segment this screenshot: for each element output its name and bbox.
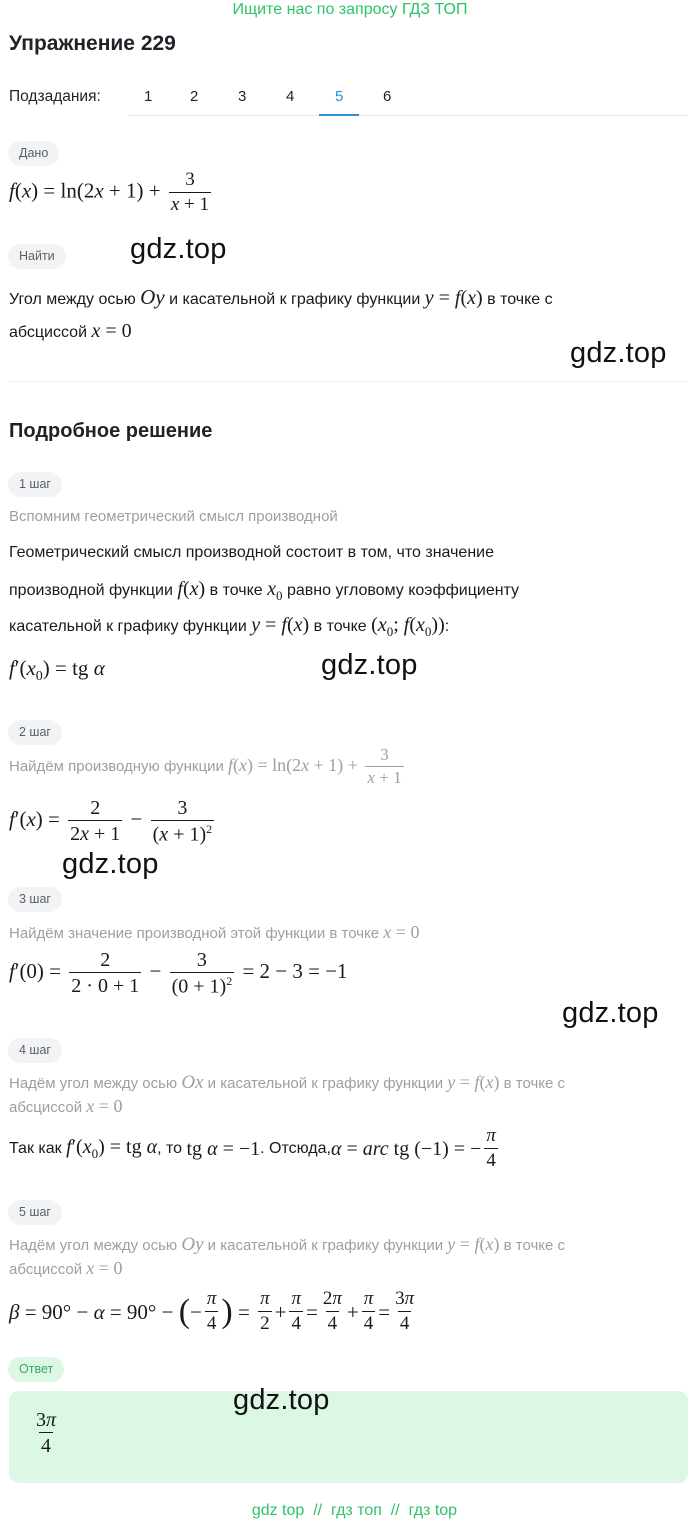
answer-box <box>9 1391 688 1483</box>
find-text: Угол между осью Oy и касательной к графику функции y = f(x) в точке с <box>9 285 553 309</box>
find-text-4: абсциссой <box>9 324 87 341</box>
step-1-line-2-b: в точке <box>209 582 263 599</box>
exercise-title: Упражнение 229 <box>9 32 176 55</box>
step-1-line-2: производной функции f(x) в точке $x_0$ равно угловому коэффициенту <box>9 578 520 603</box>
subtask-tab-3[interactable]: 3 <box>238 88 247 105</box>
step-4-desc-1: Надём угол между осью <box>9 1075 178 1092</box>
watermark: gdz.top <box>570 337 667 369</box>
step-1-formula: $f'(x_0)$ = tg α <box>9 656 105 685</box>
step-4-desc-4: абсциссой <box>9 1099 83 1116</box>
step-1-line-3: касательной к графику функции y = f(x) в точке ($x_0$; $f(x_0)$): <box>9 614 450 639</box>
watermark: gdz.top <box>130 233 227 265</box>
solution-title: Подробное решение <box>9 420 213 442</box>
step-2-badge: 2 шаг <box>8 720 62 745</box>
step-5-desc-3: в точке с <box>503 1237 566 1254</box>
subtask-tab-6[interactable]: 6 <box>383 88 392 105</box>
section-divider <box>9 381 688 382</box>
step-2-desc-text: Найдём производную функции <box>9 757 224 775</box>
subtask-tab-2[interactable]: 2 <box>190 88 199 105</box>
step-1-line-2-a: производной функции <box>9 582 173 599</box>
step-3-formula: f′(0) = $\frac{2}{2 \cdot 0 + 1}$ − $\frac{3}{(0 + 1)^2}$ = 2 − 3 = −1 <box>9 949 348 998</box>
answer-badge: Ответ <box>8 1357 64 1382</box>
find-text-1: Угол между осью <box>9 291 136 308</box>
step-3-badge: 3 шаг <box>8 887 62 912</box>
step-2-desc: Найдём производную функции f(x) = ln(2x + 1) + $\frac{3}{x + 1}$ <box>9 745 402 787</box>
subtask-tab-4[interactable]: 4 <box>286 88 295 105</box>
step-4-text-a: Так как <box>9 1140 62 1157</box>
step-5-badge: 5 шаг <box>8 1200 62 1225</box>
step-1-line-2-c: равно угловому коэффициенту <box>286 582 520 599</box>
footer[interactable] <box>0 1484 700 1520</box>
step-4-desc-3: в точке с <box>503 1075 566 1092</box>
given-badge: Дано <box>8 141 59 166</box>
step-3-desc-text: Найдём значение производной этой функции в точке <box>9 925 380 942</box>
given-formula: f(x) = ln(2x + 1) + $\frac{3}{x + 1}$ <box>9 169 210 215</box>
step-1-line-3-b: в точке <box>313 618 367 635</box>
subtasks-label: Подзадания: <box>9 88 101 105</box>
answer-value: $\frac{3\pi}{4}$ <box>36 1409 57 1457</box>
footer-text[interactable]: gdz top // гдз топ // гдз top <box>251 1502 458 1519</box>
step-5-desc-1: Надём угол между осью <box>9 1237 178 1254</box>
subtasks-bar <box>0 80 700 116</box>
watermark: gdz.top <box>562 997 659 1029</box>
find-text-2: и касательной к графику функции <box>169 291 421 308</box>
step-1-line-3-a: касательной к графику функции <box>9 618 247 635</box>
step-4-desc-line2: абсциссой x = 0 <box>9 1096 123 1116</box>
step-4-text-c: . Отсюда, <box>260 1140 331 1157</box>
step-1-badge: 1 шаг <box>8 472 62 497</box>
top-banner[interactable] <box>0 1 700 19</box>
subtasks-line <box>129 115 687 116</box>
step-1-line-1: Геометрический смысл производной состоит в том, что значение <box>9 544 494 561</box>
subtask-active-underline <box>319 114 359 116</box>
watermark: gdz.top <box>321 649 418 681</box>
step-1-desc: Вспомним геометрический смысл производной <box>9 508 338 525</box>
find-badge: Найти <box>8 244 66 269</box>
step-4-text: Так как $f'(x_0)$ = tg α , то tg α = −1 . Отсюда, α = arc tg (−1) = − $\frac{\pi}{4}$ <box>9 1125 496 1171</box>
step-5-desc: Надём угол между осью Oy и касательной к графику функции y = f(x) в точке с <box>9 1234 566 1255</box>
step-3-desc: Найдём значение производной этой функции в точке x = 0 <box>9 922 420 942</box>
step-5-formula: β = 90° − α = 90° − ( − $\frac{\pi}{4}$ ) = $\frac{\pi}{2}$ + $\frac{\pi}{4}$ = $\frac{2\pi}{4}$ + $\frac{\pi}{4}$ = $\frac{3\pi}{4}$ <box>9 1288 415 1334</box>
find-text-line2: абсциссой x = 0 <box>9 320 132 342</box>
step-4-desc: Надём угол между осью Ox и касательной к графику функции y = f(x) в точке с <box>9 1072 566 1093</box>
step-4-badge: 4 шаг <box>8 1038 62 1063</box>
step-2-formula: f′(x) = $\frac{2}{2x + 1}$ − $\frac{3}{(x + 1)^2}$ <box>9 797 213 846</box>
step-4-desc-2: и касательной к графику функции <box>207 1075 444 1092</box>
watermark: gdz.top <box>62 848 159 880</box>
find-text-3: в точке с <box>487 291 553 308</box>
subtask-tab-5-active[interactable]: 5 <box>335 88 344 105</box>
step-5-desc-line2: абсциссой x = 0 <box>9 1258 123 1278</box>
watermark: gdz.top <box>233 1384 330 1416</box>
subtask-tab-1[interactable]: 1 <box>144 88 153 105</box>
step-5-desc-2: и касательной к графику функции <box>207 1237 444 1254</box>
step-5-desc-4: абсциссой <box>9 1261 83 1278</box>
step-4-text-b: , то <box>157 1140 183 1157</box>
top-banner-text[interactable]: Ищите нас по запросу ГДЗ ТОП <box>232 1 468 18</box>
